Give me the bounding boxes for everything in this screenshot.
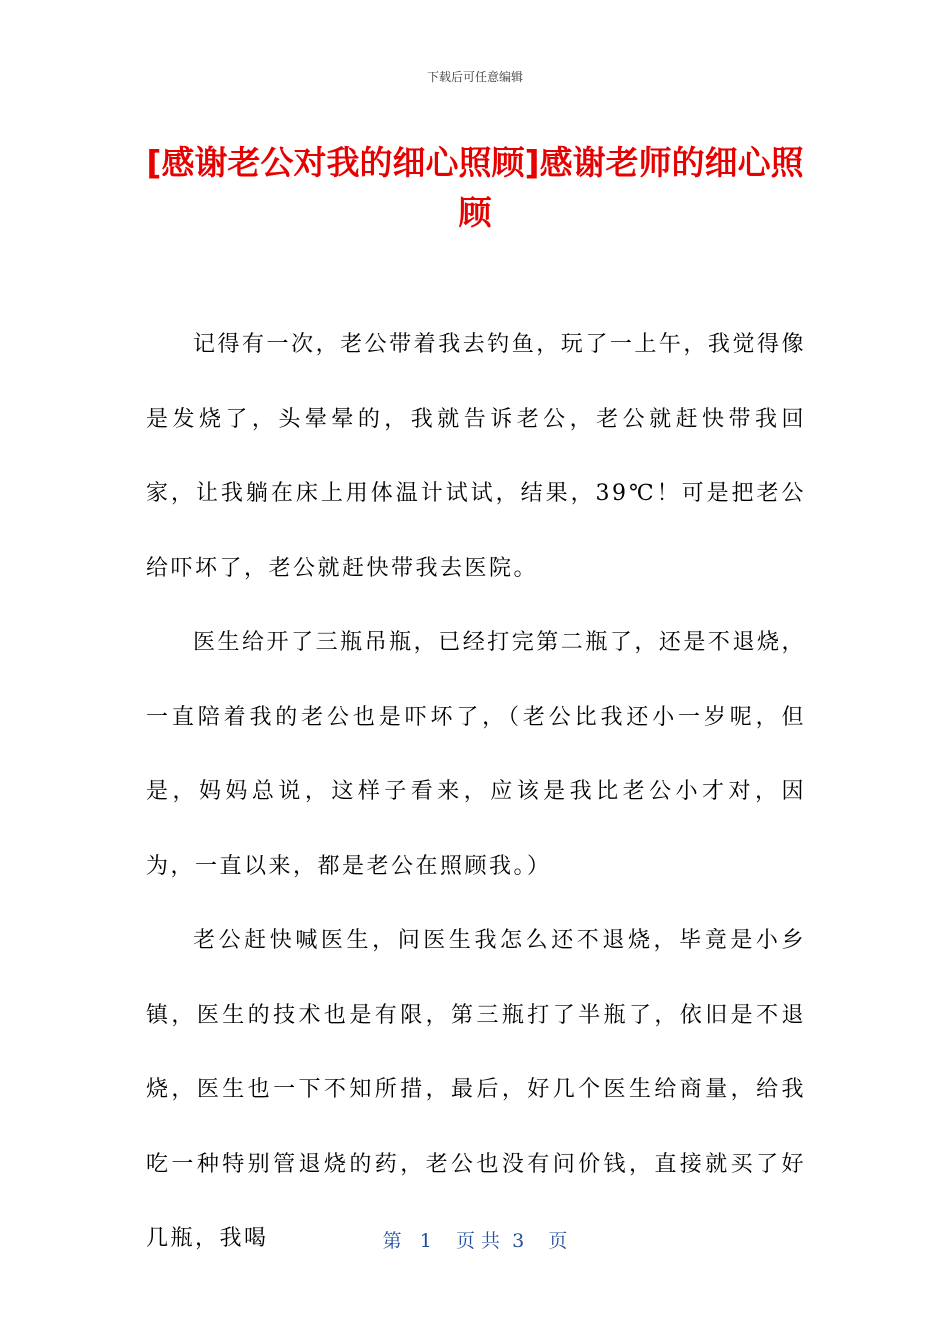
paragraph-1: 记得有一次，老公带着我去钓鱼，玩了一上午，我觉得像是发烧了，头晕晕的，我就告诉老公，老公就赶快带我回家，让我躺在床上用体温计试试，结果，39℃！可是把老公给吓坏了，老公就赶快带我去医院。 (146, 332, 806, 581)
paragraph-3: 老公赶快喊医生，问医生我怎么还不退烧，毕竟是小乡镇，医生的技术也是有限，第三瓶打了半瓶了，依旧是不退烧，医生也一下不知所措，最后，好几个医生给商量，给我吃一种特别管退烧的药，老公也没有问价钱，直接就买了好几瓶，我喝 (146, 928, 806, 1251)
page-number-footer: 第 1 页 共 3 页 (382, 1230, 568, 1252)
document-title: [感谢老公对我的细心照顾]感谢老师的细心照顾 (146, 143, 804, 232)
paragraph-2: 医生给开了三瓶吊瓶，已经打完第二瓶了，还是不退烧，一直陪着我的老公也是吓坏了，（老公比我还小一岁呢，但是，妈妈总说，这样子看来，应该是我比老公小才对，因为，一直以来，都是老公在照顾我。） (146, 630, 806, 879)
header-note: 下载后可任意编辑 (426, 70, 523, 84)
document-body (146, 308, 806, 1277)
